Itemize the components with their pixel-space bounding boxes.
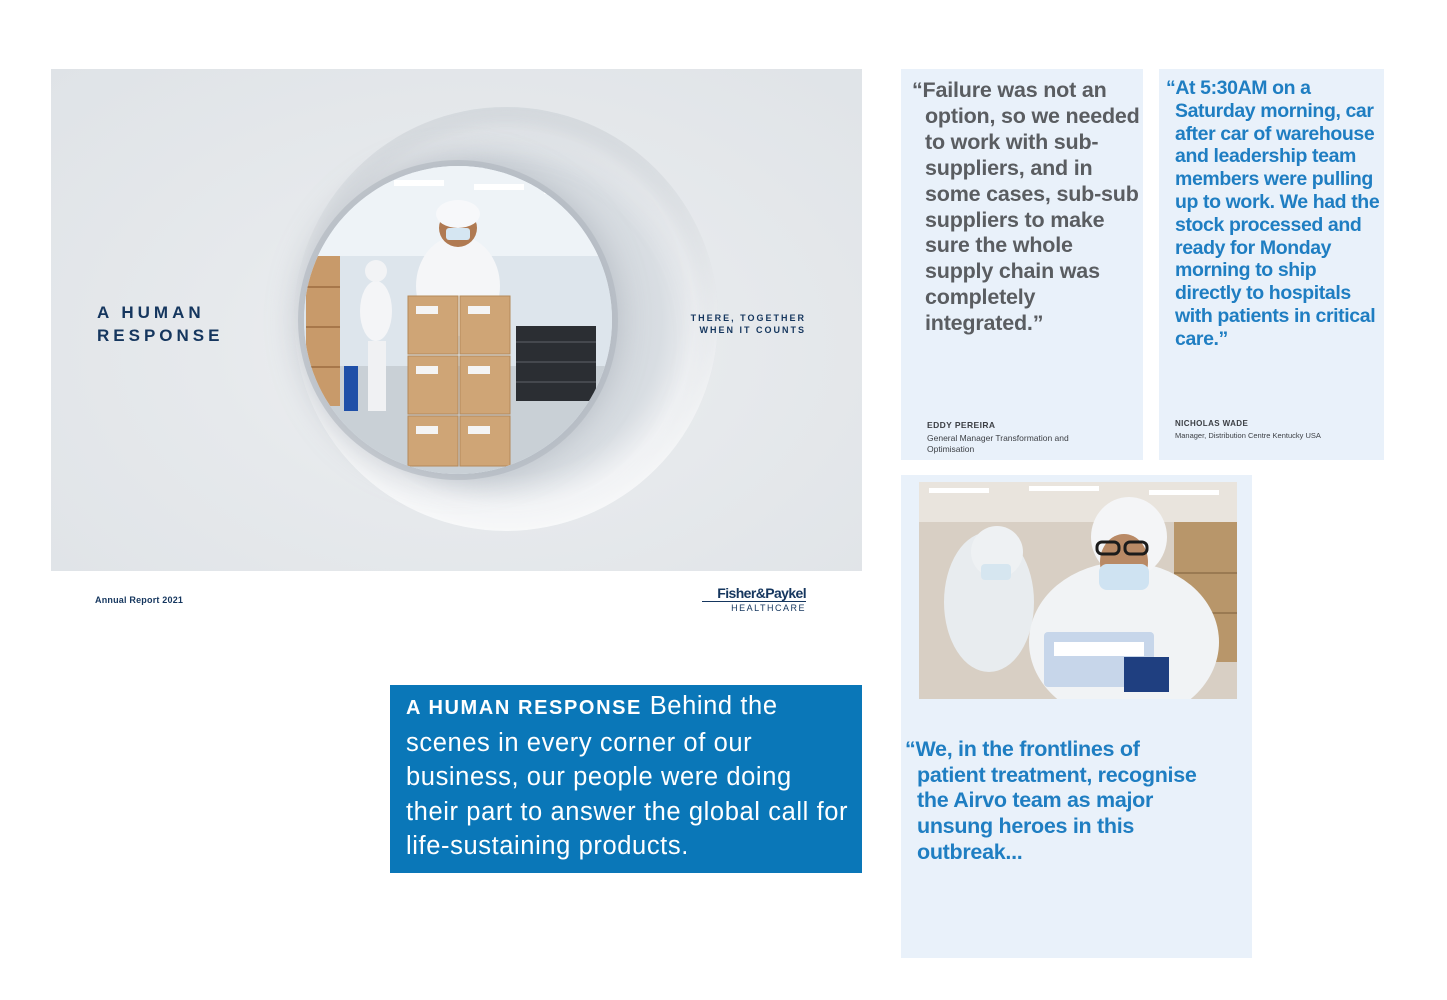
cover-tagline-line: THERE, TOGETHER — [690, 313, 806, 323]
logo-wordmark: Fisher&Paykel — [717, 585, 806, 601]
quote-card-eddy-pereira — [901, 69, 1143, 460]
quote-text: “At 5:30AM on a Saturday morning, car after car of warehouse and leadership team members were pulling up to work. We had the stock processed and ready for Monday morning to ship directly to hospitals with patients in critical care.” — [1166, 77, 1380, 350]
cover-title-line: A HUMAN — [97, 303, 205, 322]
quote-text: “We, in the frontlines of patient treatment, recognise the Airvo team as major unsung heroes in this outbreak... — [905, 737, 1197, 864]
warehouse-worker-photo — [304, 166, 612, 474]
cleanroom-worker-photo — [919, 482, 1237, 699]
fisher-paykel-logo — [702, 586, 806, 613]
quote-author-name: NICHOLAS WADE — [1175, 419, 1249, 428]
quote-card-nicholas-wade — [1159, 69, 1384, 460]
summary-text: Behind the scenes in every corner of our business, our people were doing their part to answer the global call for life-sustaining products. — [406, 692, 849, 860]
quote-author-role: General Manager Transformation and Optimisation — [927, 433, 1069, 454]
quote-author-name: EDDY PEREIRA — [927, 420, 996, 430]
cover-tagline — [651, 312, 806, 336]
cover-title — [97, 301, 223, 347]
quote-text: “Failure was not an option, so we needed to work with sub-suppliers, and in some cases, sub-sub suppliers to make sure the whole supply chain was completely integrated.” — [912, 78, 1140, 336]
cover-tagline-line: WHEN IT COUNTS — [699, 325, 806, 335]
summary-box — [390, 685, 862, 873]
cover-title-line: RESPONSE — [97, 326, 224, 345]
quote-card-airvo — [901, 475, 1252, 958]
quote-author-role: Manager, Distribution Centre Kentucky USA — [1175, 431, 1321, 440]
report-cover — [51, 69, 862, 571]
logo-subline: HEALTHCARE — [702, 601, 806, 613]
summary-lead: A HUMAN RESPONSE — [406, 697, 642, 719]
annual-report-label: Annual Report 2021 — [95, 595, 184, 605]
